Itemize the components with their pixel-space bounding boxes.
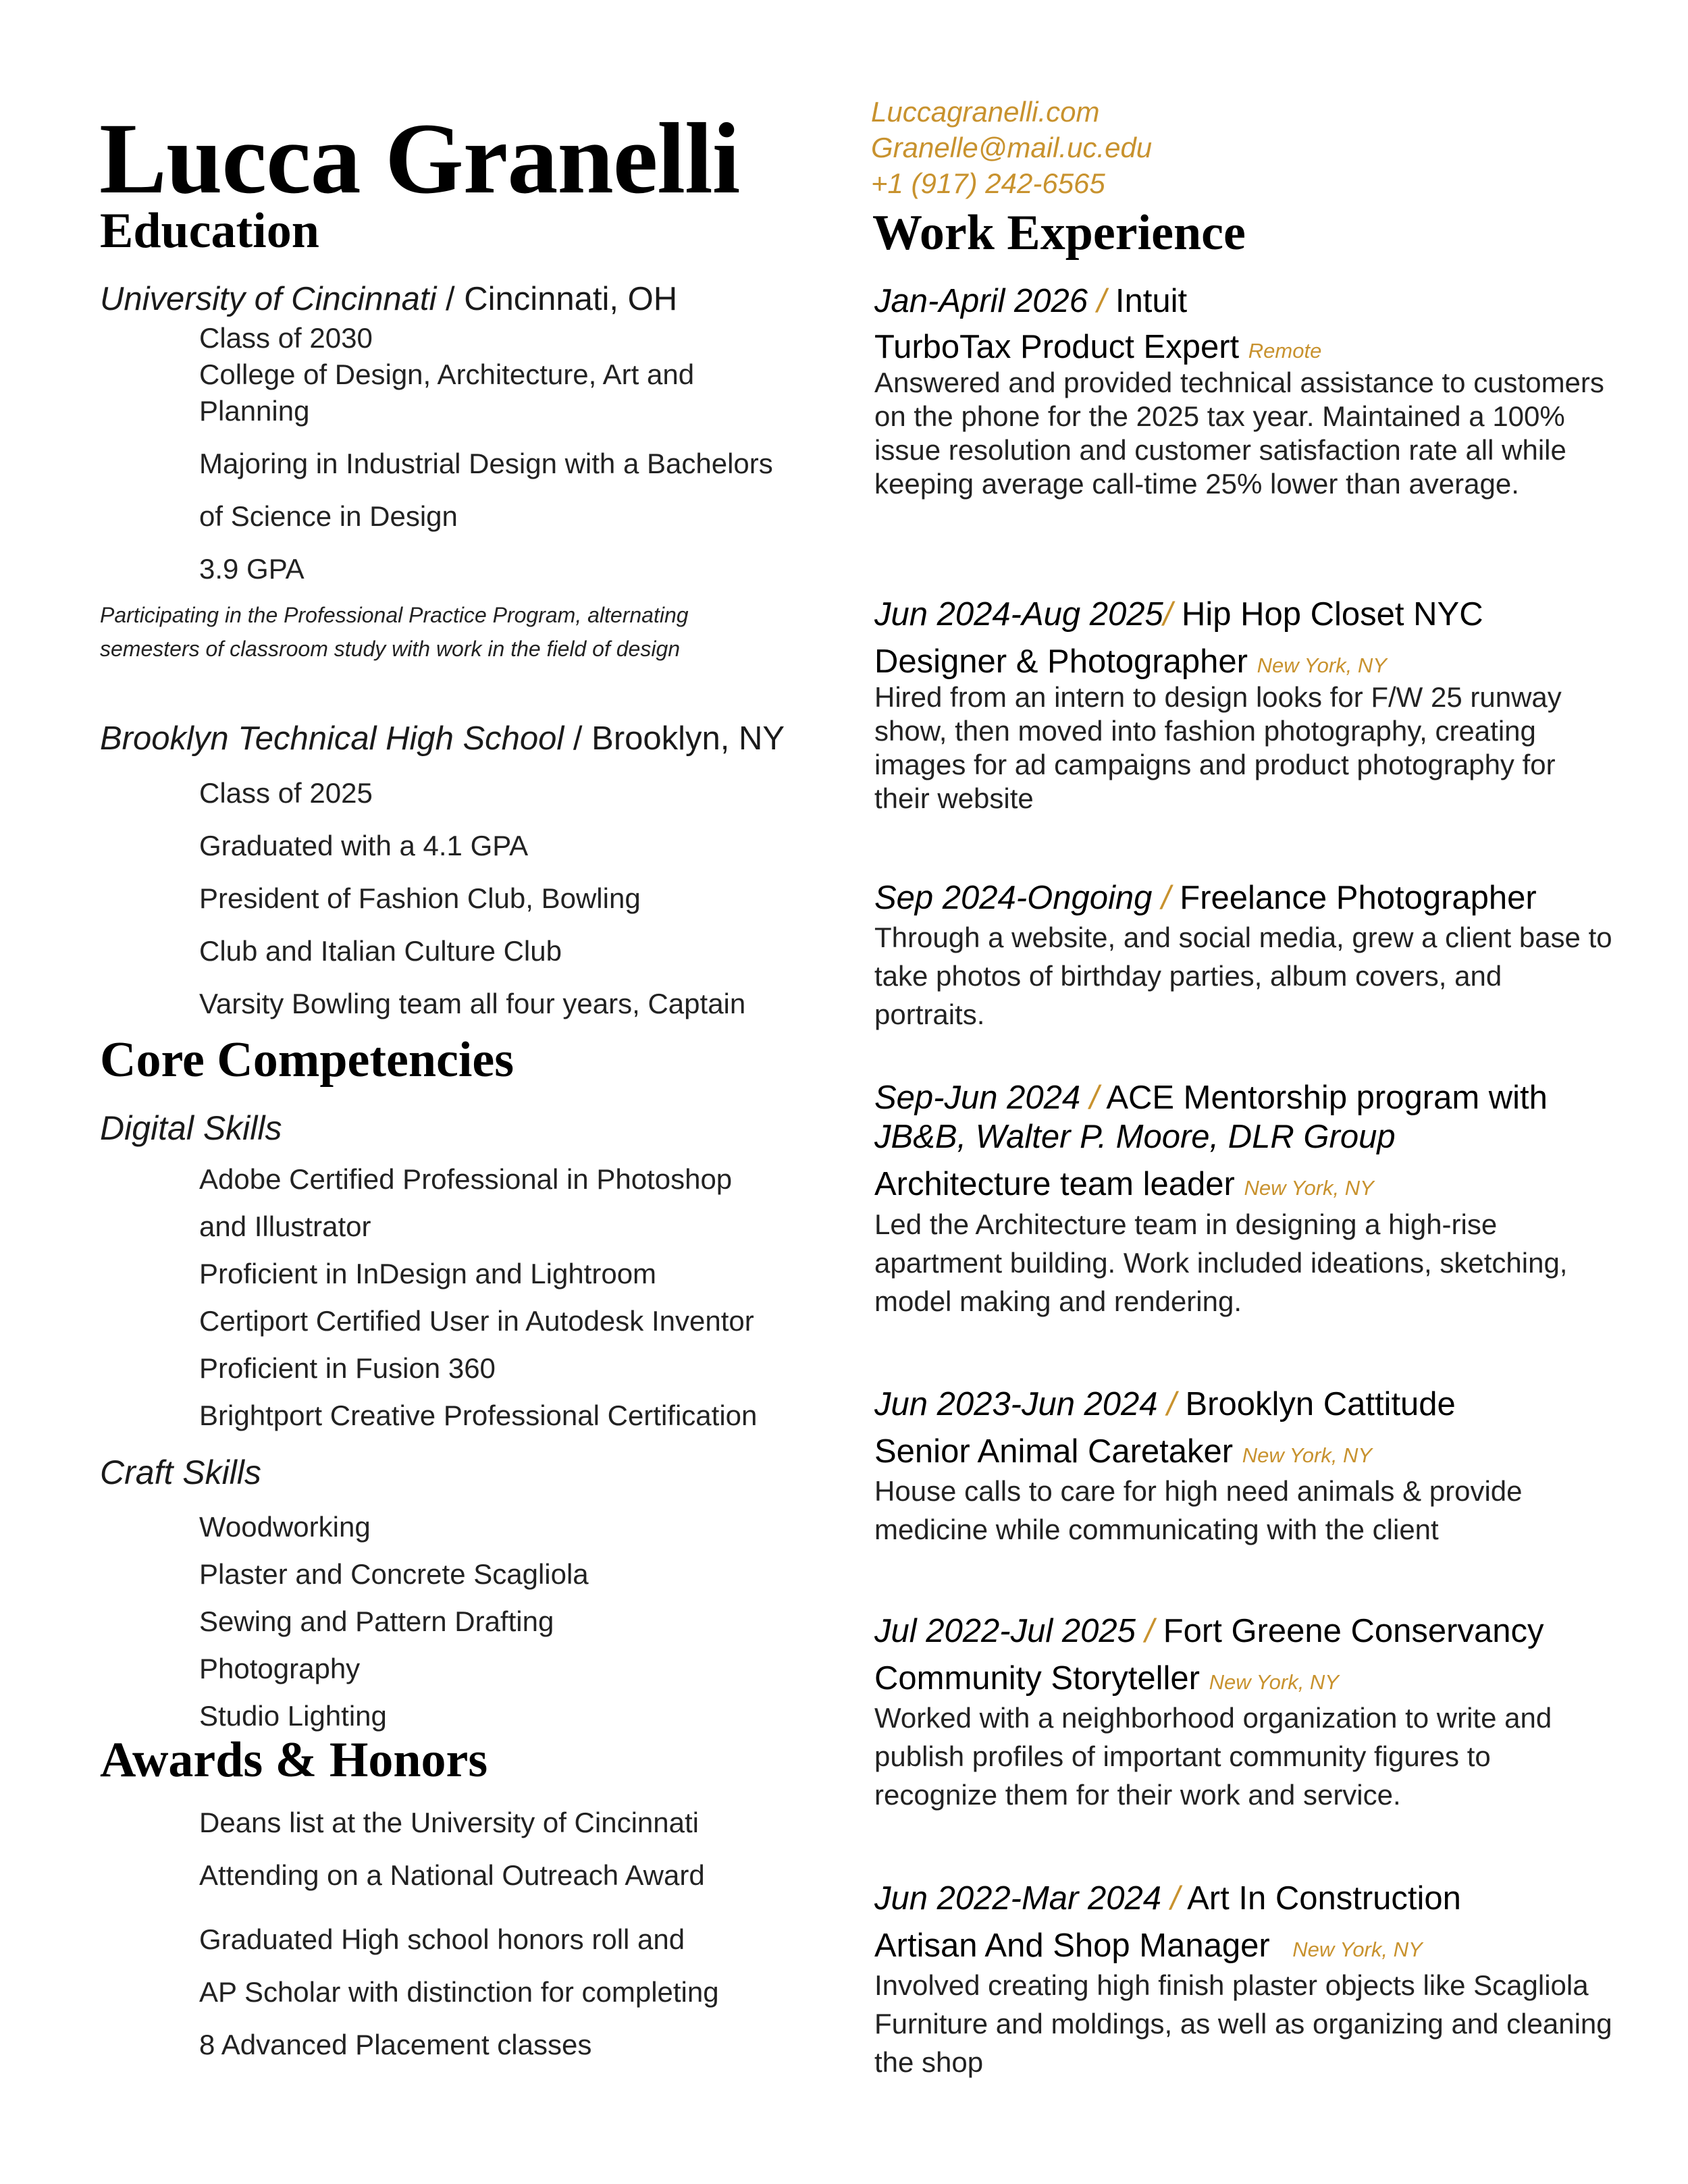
job-header: [874, 595, 1483, 633]
award-line: Attending on a National Outreach Award: [199, 1859, 705, 1891]
job-slash: /: [1161, 880, 1171, 916]
email-link[interactable]: Granelle@mail.uc.edu: [871, 132, 1153, 163]
job-company: Fort Greene Conservancy: [1163, 1613, 1544, 1649]
job-description: Led the Architecture team in designing a high-rise apartment building. Work included ideations, sketching, model making and rendering.: [874, 1208, 1568, 1317]
digital-skill: Certiport Certified User in Autodesk Inventor: [199, 1305, 754, 1337]
digital-skill: and Illustrator: [199, 1210, 371, 1242]
bths-detail: President of Fashion Club, Bowling: [199, 882, 641, 914]
digital-skill: Brightport Creative Professional Certification: [199, 1400, 758, 1431]
uc-detail: 3.9 GPA: [199, 553, 305, 585]
job-slash: /: [1089, 1080, 1099, 1116]
competencies-heading: Core Competencies: [100, 1032, 515, 1088]
bths-detail: Club and Italian Culture Club: [199, 935, 562, 967]
job-company: Art In Construction: [1187, 1880, 1461, 1917]
job-date: Jul 2022-Jul 2025: [874, 1613, 1136, 1649]
job-description: House calls to care for high need animals & provide medicine while communicating with the client: [874, 1475, 1523, 1545]
job-role: TurboTax Product Expert: [874, 329, 1240, 365]
job-date: Sep 2024-Ongoing: [874, 880, 1153, 916]
job-slash: /: [1167, 1386, 1176, 1422]
awards-heading: Awards & Honors: [100, 1732, 488, 1788]
job-description: Worked with a neighborhood organization to write and publish profiles of important community figures to recognize them for their work and service.: [874, 1702, 1552, 1811]
uc-note: semesters of classroom study with work in the field of design: [100, 637, 681, 661]
job-role: Architecture team leader: [874, 1166, 1235, 1202]
job-description: Answered and provided technical assistance to customers on the phone for the 2025 tax year. Maintained a 100% issue resolution and customer satisfaction rate all while keeping average call-time 25% lower than average.: [874, 367, 1604, 500]
job-slash: /: [1097, 283, 1107, 319]
job-company: Brooklyn Cattitude: [1185, 1386, 1456, 1422]
bths-detail: Graduated with a 4.1 GPA: [199, 830, 529, 861]
job-role: Artisan And Shop Manager: [874, 1927, 1270, 1964]
website-link[interactable]: Luccagranelli.com: [871, 96, 1100, 128]
job-date: Sep-Jun 2024: [874, 1080, 1081, 1116]
bths-school-name: Brooklyn Technical High School: [100, 720, 564, 757]
job-role-line: [874, 1927, 1423, 1969]
award-line: Graduated High school honors roll and: [199, 1923, 685, 1955]
bths-detail: Class of 2025: [199, 777, 373, 809]
job-company: Intuit: [1115, 283, 1188, 319]
uc-detail: Class of 2030: [199, 322, 373, 354]
uc-school-line: [100, 280, 677, 318]
job-header: [874, 282, 1187, 320]
craft-skill: Sewing and Pattern Drafting: [199, 1605, 554, 1637]
job-location: New York, NY: [1292, 1938, 1423, 1961]
job-slash: /: [1144, 1613, 1155, 1649]
job-header: [874, 879, 1537, 917]
job-description: Through a website, and social media, grew a client base to take photos of birthday parties, album covers, and portraits.: [874, 922, 1612, 1030]
education-heading: Education: [100, 203, 319, 259]
job-role-line: [874, 643, 1387, 685]
uc-detail: Majoring in Industrial Design with a Bachelors: [199, 448, 773, 479]
job-header: [874, 1079, 1548, 1117]
craft-skill: Woodworking: [199, 1511, 371, 1543]
uc-detail: of Science in Design: [199, 500, 458, 532]
craft-skills-title: Craft Skills: [100, 1454, 261, 1491]
job-role-line: [874, 328, 1321, 370]
craft-skill: Photography: [199, 1653, 361, 1684]
uc-note: Participating in the Professional Practice Program, alternating: [100, 603, 689, 627]
job-slash: /: [1163, 596, 1173, 633]
bths-detail: Varsity Bowling team all four years, Captain: [199, 988, 746, 1019]
resume-name: Lucca Granelli: [99, 103, 740, 215]
job-date: Jun 2022-Mar 2024: [874, 1880, 1161, 1917]
job-role: Designer & Photographer: [874, 643, 1248, 680]
craft-skill: Plaster and Concrete Scagliola: [199, 1558, 589, 1590]
job-description: Involved creating high finish plaster objects like Scagliola Furniture and moldings, as well as organizing and cleaning the shop: [874, 1969, 1612, 2078]
job-location: Remote: [1248, 339, 1322, 363]
job-role: Community Storyteller: [874, 1660, 1200, 1697]
job-company: ACE Mentorship program with: [1106, 1080, 1548, 1116]
digital-skill: Proficient in Fusion 360: [199, 1352, 496, 1384]
job-company: Hip Hop Closet NYC: [1182, 596, 1483, 633]
award-line: 8 Advanced Placement classes: [199, 2029, 592, 2060]
job-date: Jun 2023-Jun 2024: [874, 1386, 1158, 1422]
job-role-line: [874, 1659, 1339, 1701]
job-company-partners: JB&B, Walter P. Moore, DLR Group: [874, 1119, 1396, 1155]
bths-separator: /: [564, 720, 592, 757]
award-line: AP Scholar with distinction for completing: [199, 1976, 719, 2008]
job-role-line: [874, 1165, 1374, 1207]
job-date: Jun 2024-Aug 2025: [874, 596, 1163, 633]
job-header: [874, 1880, 1461, 1917]
craft-skill: Studio Lighting: [199, 1700, 387, 1732]
job-role-line: [874, 1433, 1372, 1474]
digital-skills-title: Digital Skills: [100, 1109, 282, 1147]
job-location: New York, NY: [1244, 1176, 1374, 1200]
uc-school-name: University of Cincinnati: [100, 281, 437, 317]
digital-skill: Adobe Certified Professional in Photoshop: [199, 1163, 733, 1195]
job-role: Senior Animal Caretaker: [874, 1433, 1234, 1470]
job-location: New York, NY: [1257, 654, 1387, 677]
uc-location: Cincinnati, OH: [464, 281, 678, 317]
job-header: [874, 1385, 1456, 1423]
work-heading: Work Experience: [872, 205, 1246, 261]
bths-location: Brooklyn, NY: [591, 720, 785, 757]
award-line: Deans list at the University of Cincinnati: [199, 1807, 699, 1838]
job-location: New York, NY: [1242, 1443, 1373, 1467]
job-location: New York, NY: [1209, 1670, 1339, 1694]
phone-number: +1 (917) 242-6565: [871, 167, 1105, 199]
digital-skill: Proficient in InDesign and Lightroom: [199, 1258, 657, 1289]
uc-separator: /: [436, 281, 465, 317]
job-description: Hired from an intern to design looks for F/W 25 runway show, then moved into fashion photography, creating images for ad campaigns and product photography for their website: [874, 681, 1562, 814]
job-date: Jan-April 2026: [874, 283, 1088, 319]
bths-school-line: [100, 720, 785, 757]
job-company: Freelance Photographer: [1180, 880, 1537, 916]
job-slash: /: [1170, 1880, 1180, 1917]
job-header: [874, 1612, 1544, 1650]
uc-detail: College of Design, Architecture, Art and: [199, 358, 695, 390]
uc-detail: Planning: [199, 395, 310, 427]
